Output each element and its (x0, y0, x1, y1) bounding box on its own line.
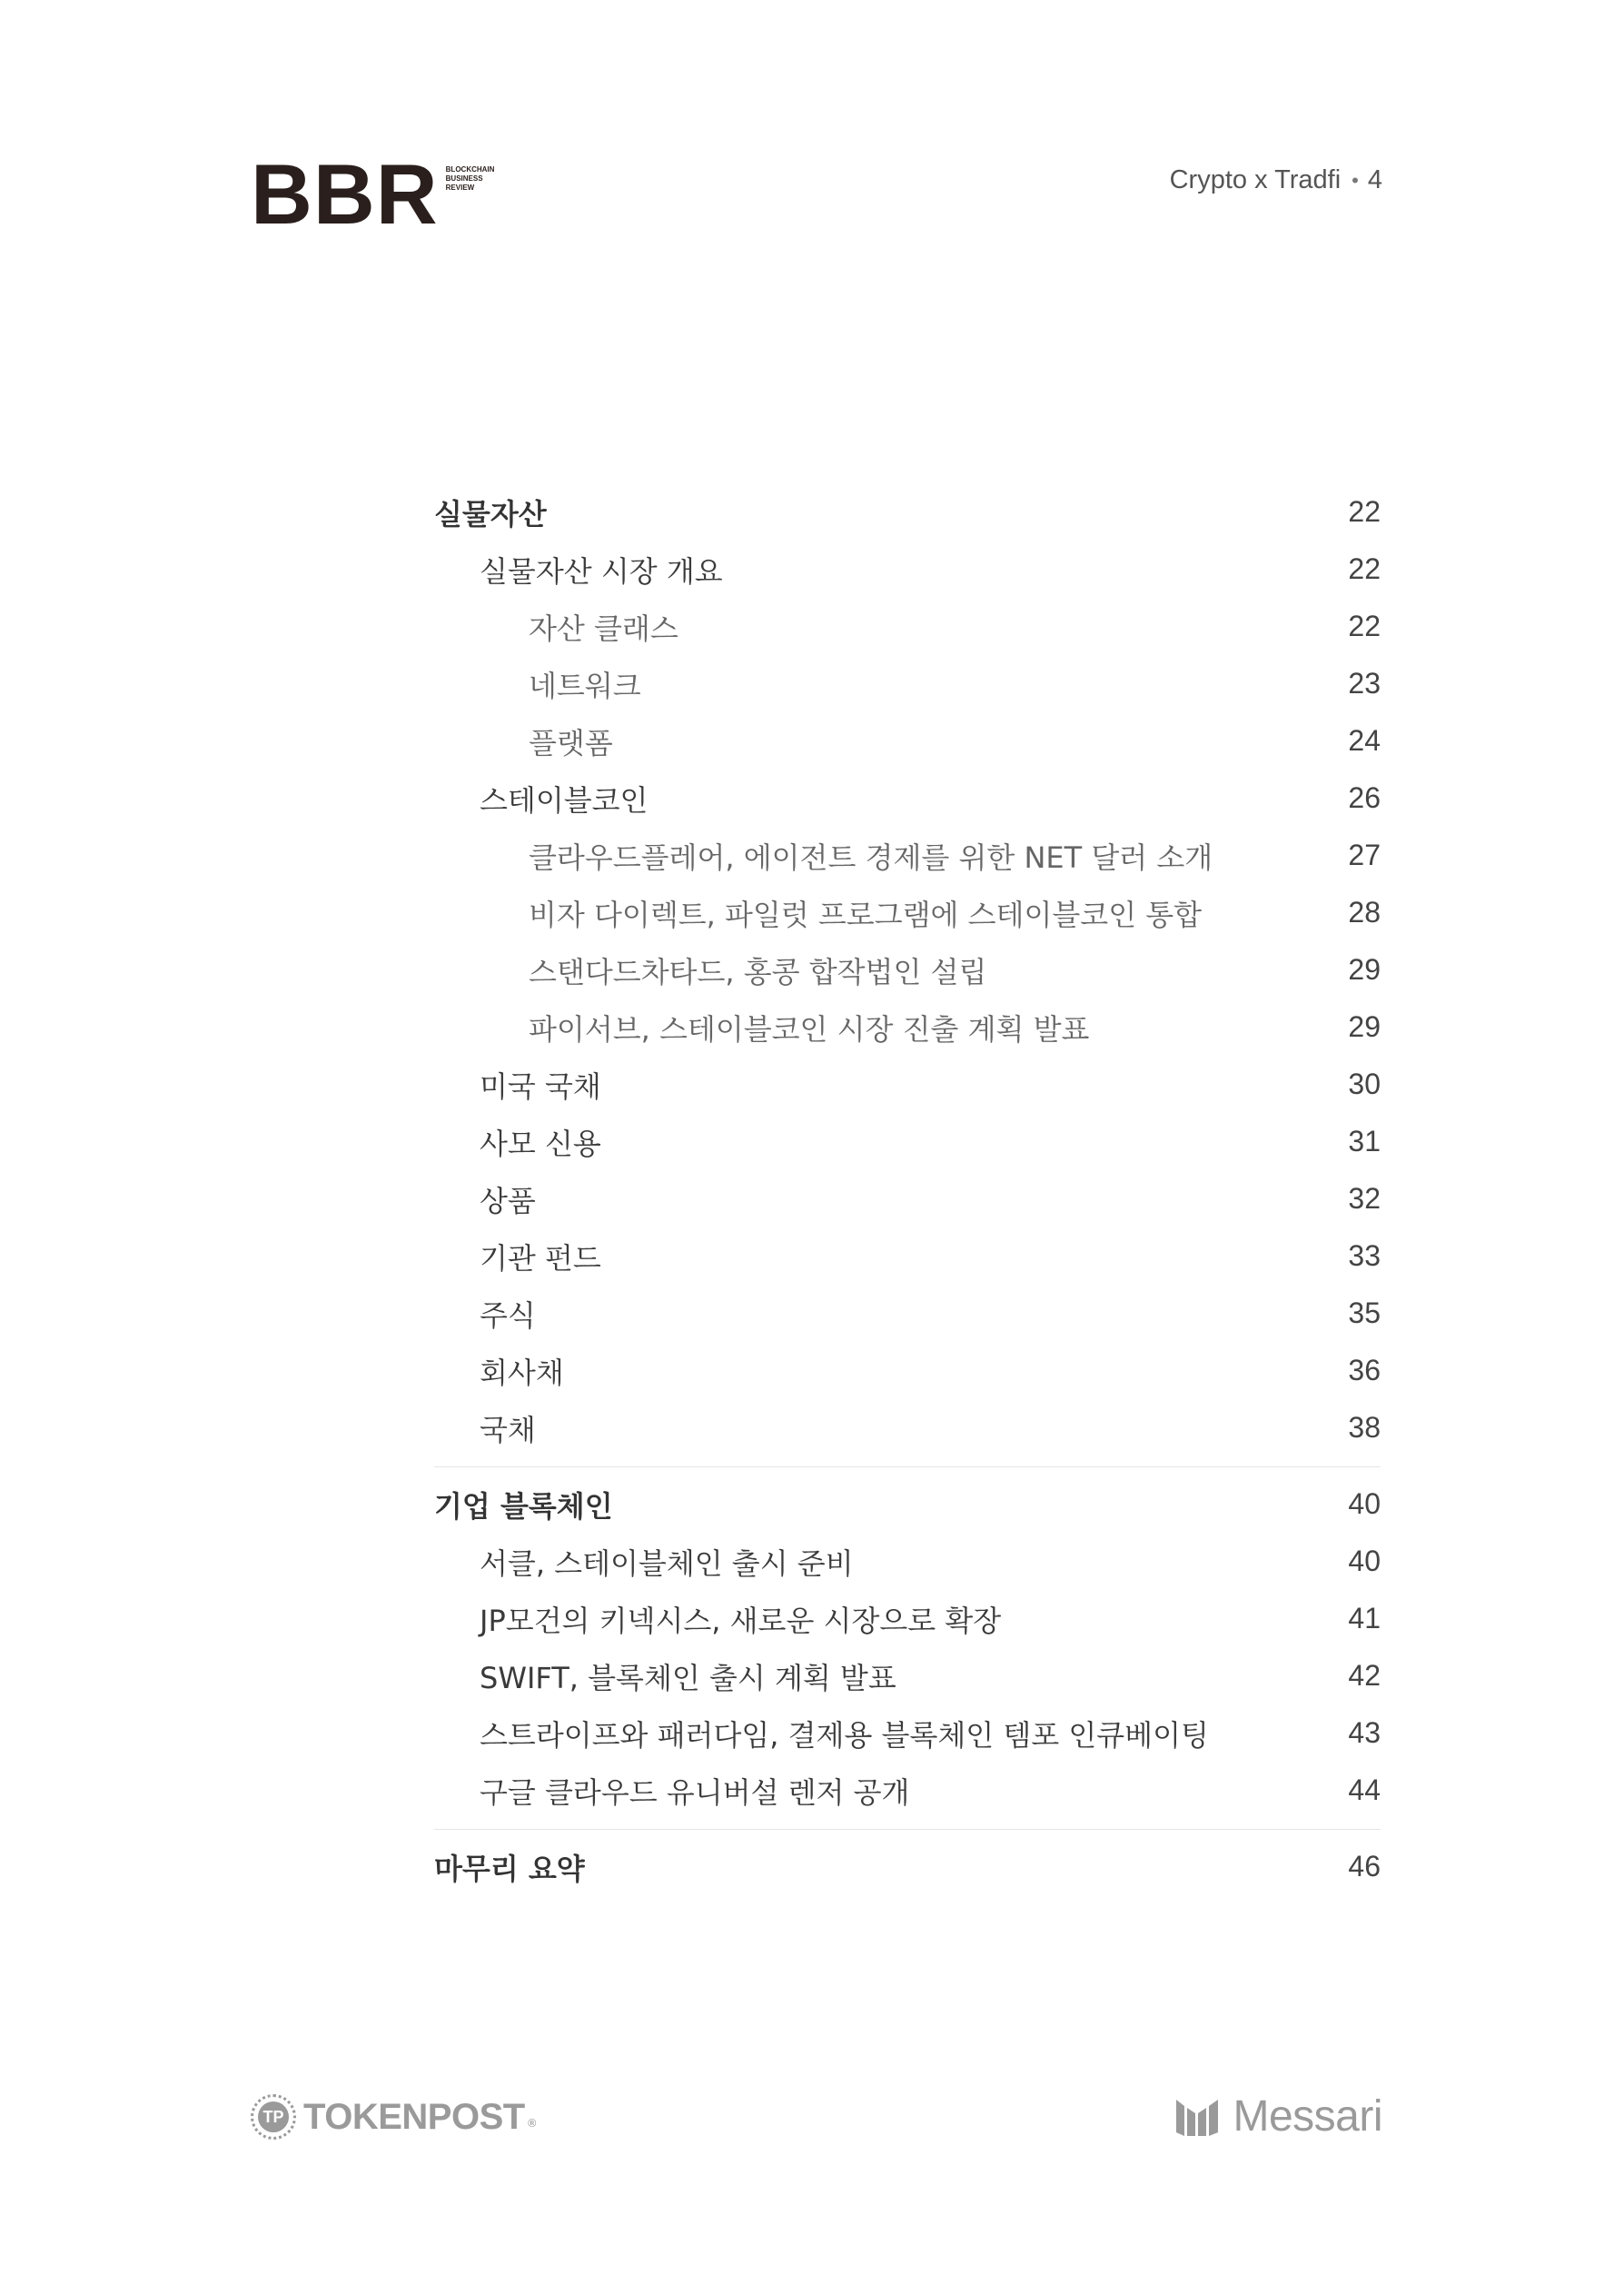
toc-entry[interactable] (434, 541, 1381, 598)
toc-entry-title: JP모건의 키넥시스, 새로운 시장으로 확장 (480, 1603, 1002, 1638)
toc-entry-page: 22 (1348, 610, 1381, 642)
toc-entry-page: 29 (1348, 953, 1381, 986)
brand-subtitle-line: BLOCKCHAIN (445, 165, 495, 174)
toc-entry-title: 스테이블코인 (480, 782, 649, 818)
toc-entry[interactable] (434, 1342, 1381, 1399)
toc-entry-title: 국채 (480, 1412, 536, 1447)
toc-entry-title: 회사채 (480, 1355, 564, 1390)
toc-entry-title: 서클, 스테이블체인 출시 준비 (480, 1545, 854, 1581)
toc-entry[interactable] (434, 1647, 1381, 1704)
toc-entry-page: 22 (1348, 495, 1381, 528)
toc-entry[interactable] (434, 1533, 1381, 1590)
messari-logo (1176, 2091, 1382, 2141)
toc-entry-page: 41 (1348, 1602, 1381, 1634)
messari-wordmark: Messari (1233, 2092, 1382, 2141)
tokenpost-icon-glyph: TP (258, 2101, 289, 2132)
running-header (1170, 165, 1382, 195)
toc-entry-title: 구글 클라우드 유니버설 렌저 공개 (480, 1774, 910, 1810)
toc-entry-page: 44 (1348, 1773, 1381, 1806)
toc-entry-page: 31 (1348, 1125, 1381, 1157)
toc-entry-page: 23 (1348, 667, 1381, 700)
toc-entry-title: 실물자산 시장 개요 (480, 553, 723, 589)
toc-entry[interactable] (434, 827, 1381, 884)
brand-subtitle (446, 165, 495, 193)
toc-entry-title: 기관 펀드 (480, 1240, 601, 1276)
toc-entry-title: 마무리 요약 (434, 1851, 585, 1886)
tokenpost-icon (251, 2094, 296, 2140)
tokenpost-wordmark: TOKENPOST (303, 2096, 525, 2137)
toc-entry-page: 32 (1348, 1182, 1381, 1215)
toc-entry-page: 26 (1348, 781, 1381, 814)
toc-entry-title: 스탠다드차타드, 홍콩 합작법인 설립 (529, 954, 987, 989)
header-separator: • (1352, 168, 1359, 192)
toc-entry[interactable] (434, 998, 1381, 1056)
toc-entry[interactable] (434, 1227, 1381, 1285)
toc-entry-title: 클라우드플레어, 에이전트 경제를 위한 NET 달러 소개 (529, 840, 1213, 875)
toc-entry-page: 29 (1348, 1010, 1381, 1043)
toc-entry-page: 24 (1348, 724, 1381, 757)
toc-entry[interactable] (434, 1170, 1381, 1227)
document-title: Crypto x Tradfi (1169, 165, 1342, 194)
toc-entry-title: 비자 다이렉트, 파일럿 프로그램에 스테이블코인 통합 (529, 897, 1203, 932)
messari-mark-icon (1176, 2098, 1220, 2136)
brand-logo (251, 146, 495, 242)
toc-entry-title: 자산 클래스 (529, 611, 678, 646)
toc-entry-title: 사모 신용 (480, 1126, 601, 1161)
toc-entry-title: 네트워크 (529, 668, 641, 703)
toc-entry-page: 40 (1348, 1487, 1381, 1520)
toc-entry[interactable] (434, 1113, 1381, 1170)
toc-entry[interactable] (434, 598, 1381, 655)
toc-entry[interactable] (434, 770, 1381, 827)
toc-entry[interactable] (434, 483, 1381, 541)
toc-section (434, 483, 1381, 1456)
section-divider (434, 1466, 1381, 1467)
toc-entry-title: 미국 국채 (480, 1068, 601, 1104)
toc-entry[interactable] (434, 1056, 1381, 1113)
toc-entry-page: 33 (1348, 1239, 1381, 1272)
tokenpost-logo (251, 2094, 538, 2140)
toc-entry-title: 주식 (480, 1297, 536, 1333)
brand-wordmark: BBR (251, 146, 439, 242)
toc-entry[interactable] (434, 1285, 1381, 1342)
toc-entry[interactable] (434, 1399, 1381, 1456)
toc-entry-title: SWIFT, 블록체인 출시 계획 발표 (480, 1660, 896, 1695)
toc-entry-page: 46 (1348, 1850, 1381, 1883)
toc-entry[interactable] (434, 1704, 1381, 1762)
page-number: 4 (1367, 165, 1382, 194)
toc-entry-title: 실물자산 (434, 496, 547, 532)
toc-entry-page: 30 (1348, 1068, 1381, 1100)
toc-entry-page: 36 (1348, 1354, 1381, 1386)
toc-section (434, 1838, 1381, 1895)
brand-subtitle-line: BUSINESS (445, 174, 483, 183)
toc-entry-page: 42 (1348, 1659, 1381, 1692)
toc-entry-title: 플랫폼 (529, 725, 613, 760)
toc-entry-page: 27 (1348, 839, 1381, 871)
table-of-contents (434, 483, 1381, 1895)
toc-entry-page: 28 (1348, 896, 1381, 929)
toc-entry-page: 35 (1348, 1297, 1381, 1329)
toc-entry-page: 43 (1348, 1716, 1381, 1749)
toc-entry[interactable] (434, 884, 1381, 941)
toc-section (434, 1475, 1381, 1819)
toc-entry-page: 38 (1348, 1411, 1381, 1444)
toc-entry-title: 파이서브, 스테이블코인 시장 진출 계획 발표 (529, 1011, 1090, 1047)
toc-entry-page: 22 (1348, 552, 1381, 585)
toc-entry[interactable] (434, 941, 1381, 998)
toc-entry[interactable] (434, 655, 1381, 712)
toc-entry-title: 상품 (480, 1183, 536, 1218)
toc-entry[interactable] (434, 1762, 1381, 1819)
section-divider (434, 1829, 1381, 1830)
toc-entry-title: 기업 블록체인 (434, 1488, 613, 1524)
toc-entry[interactable] (434, 1475, 1381, 1533)
toc-entry[interactable] (434, 1590, 1381, 1647)
registered-mark: ® (526, 2117, 538, 2130)
toc-entry[interactable] (434, 1838, 1381, 1895)
toc-entry[interactable] (434, 712, 1381, 770)
toc-entry-title: 스트라이프와 패러다임, 결제용 블록체인 템포 인큐베이팅 (480, 1717, 1209, 1753)
brand-subtitle-line: REVIEW (445, 184, 475, 192)
toc-entry-page: 40 (1348, 1545, 1381, 1577)
